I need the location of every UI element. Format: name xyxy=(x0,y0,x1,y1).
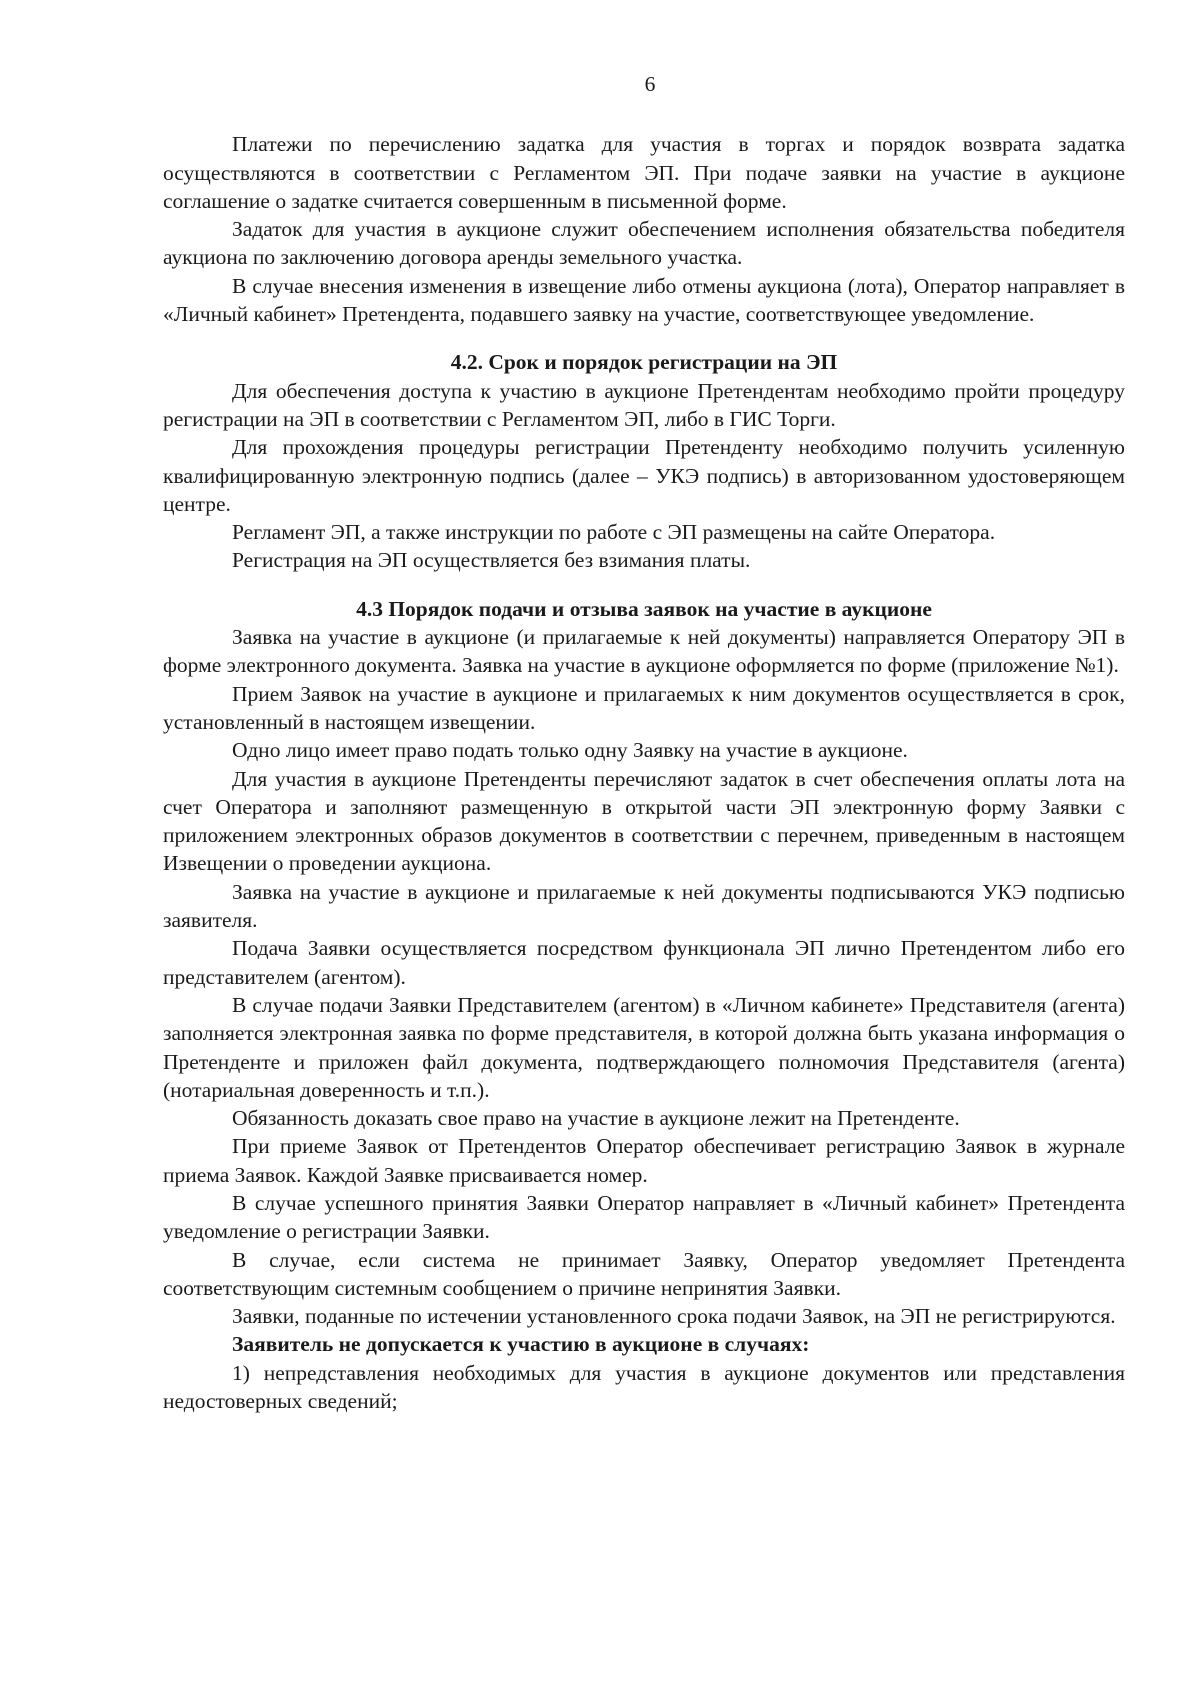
bold-statement: Заявитель не допускается к участию в аукционе в случаях: xyxy=(232,1332,810,1357)
paragraph: Для прохождения процедуры регистрации Претенденту необходимо получить усиленную квалифицированную электронную подпись (далее – УКЭ подпись) в авторизованном удостоверяющем центре. xyxy=(163,435,1125,516)
paragraph: Регламент ЭП, а также инструкции по работе с ЭП размещены на сайте Оператора. xyxy=(232,520,996,545)
paragraph: Подача Заявки осуществляется посредством функционала ЭП лично Претендентом либо его представителем (агентом). xyxy=(163,936,1125,989)
section-gap xyxy=(163,328,1125,348)
paragraph: В случае внесения изменения в извещение либо отмены аукциона (лота), Оператор направляет в «Личный кабинет» Претендента, подавшего заявку на участие, соответствующее уведомление. xyxy=(163,273,1125,327)
paragraph: Заявки, поданные по истечении установленного срока подачи Заявок, на ЭП не регистрируются. xyxy=(232,1304,1116,1329)
paragraph: Заявка на участие в аукционе и прилагаемые к ней документы подписываются УКЭ подписью заявителя. xyxy=(163,879,1125,933)
paragraph: Прием Заявок на участие в аукционе и прилагаемых к ним документов осуществляется в срок, установленный в настоящем извещении. xyxy=(163,681,1125,734)
section-gap xyxy=(163,575,1125,595)
paragraph: Обязанность доказать свое право на участие в аукционе лежит на Претенденте. xyxy=(232,1106,960,1131)
document-page xyxy=(163,70,1125,1415)
paragraph: Для обеспечения доступа к участию в аукционе Претендентам необходимо пройти процедуру регистрации на ЭП в соответствии с Регламентом ЭП, либо в ГИС Торги. xyxy=(163,378,1125,431)
section-heading-4-3: 4.3 Порядок подачи и отзыва заявок на участие в аукционе xyxy=(356,596,932,621)
paragraph: Одно лицо имеет право подать только одну Заявку на участие в аукционе. xyxy=(232,738,908,763)
paragraph: Платежи по перечислению задатка для участия в торгах и порядок возврата задатка осуществляются в соответствии с Регламентом ЭП. При подаче заявки на участие в аукционе соглашение о задатке считается совершенным в письменной форме. xyxy=(163,132,1125,213)
list-item: 1) непредставления необходимых для участия в аукционе документов или представления недостоверных сведений; xyxy=(163,1360,1125,1414)
section-heading-4-2: 4.2. Срок и порядок регистрации на ЭП xyxy=(450,350,838,375)
paragraph: В случае успешного принятия Заявки Оператор направляет в «Личный кабинет» Претендента уведомление о регистрации Заявки. xyxy=(163,1190,1125,1244)
paragraph: Для участия в аукционе Претенденты перечисляют задаток в счет обеспечения оплаты лота на счет Оператора и заполняют размещенную в открытой части ЭП электронную форму Заявки с приложением электронных образов документов в соответствии с перечнем, приведенным в настоящем Извещении о проведении аукциона. xyxy=(163,766,1125,876)
paragraph: Заявка на участие в аукционе (и прилагаемые к ней документы) направляется Оператору ЭП в форме электронного документа. Заявка на участие в аукционе оформляется по форме (приложение №1). xyxy=(163,625,1125,678)
page-number: 6 xyxy=(644,72,656,96)
paragraph: В случае подачи Заявки Представителем (агентом) в «Личном кабинете» Представителя (агента) заполняется электронная заявка по форме представителя, в которой должна быть указана информация о Претенденте и приложен файл документа, подтверждающего полномочия Представителя (агента) (нотариальная доверенность и т.п.). xyxy=(163,992,1125,1102)
paragraph: Задаток для участия в аукционе служит обеспечением исполнения обязательства победителя аукциона по заключению договора аренды земельного участка. xyxy=(163,217,1125,270)
paragraph: В случае, если система не принимает Заявку, Оператор уведомляет Претендента соответствующим системным сообщением о причине непринятия Заявки. xyxy=(163,1247,1125,1300)
paragraph: Регистрация на ЭП осуществляется без взимания платы. xyxy=(232,548,751,573)
paragraph: При приеме Заявок от Претендентов Оператор обеспечивает регистрацию Заявок в журнале приема Заявок. Каждой Заявке присваивается номер. xyxy=(163,1134,1125,1187)
